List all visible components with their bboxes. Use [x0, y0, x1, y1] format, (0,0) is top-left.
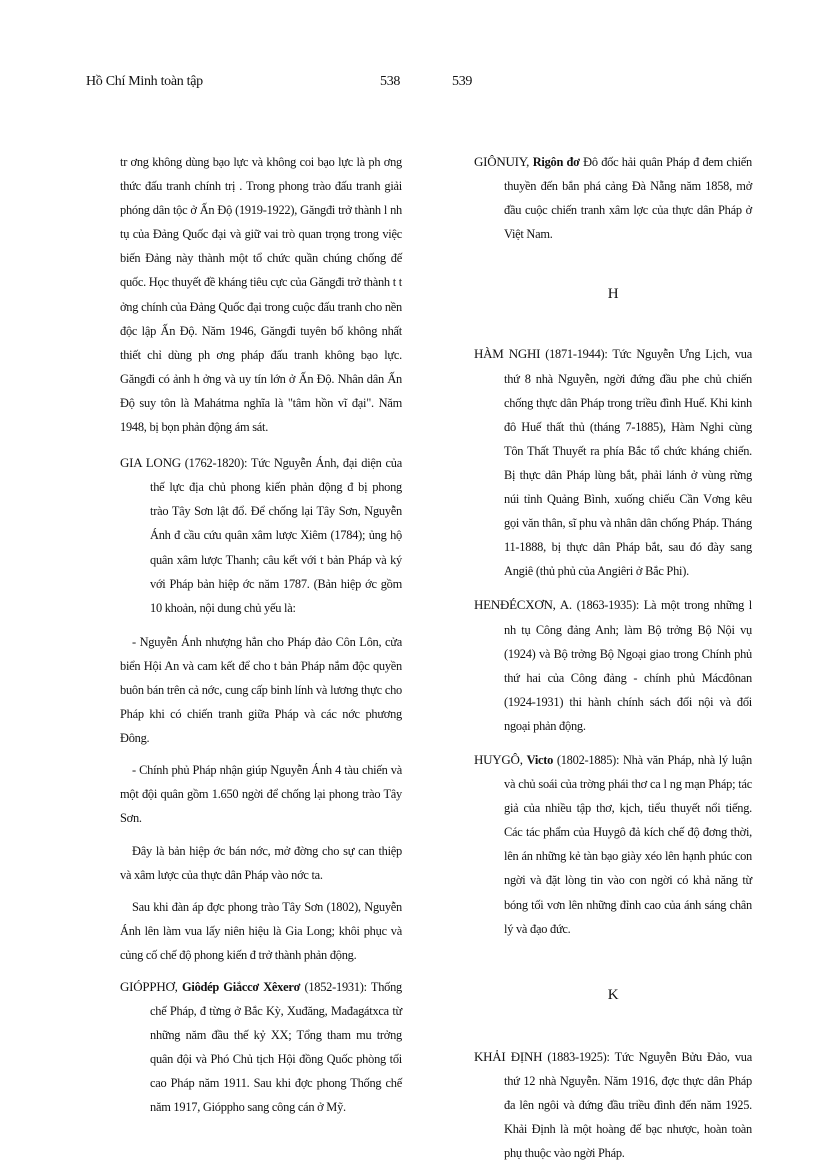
entry-name: HENĐÉCXƠN, A. [474, 597, 572, 613]
entry-name: GIÓPPHƠ, [120, 979, 182, 994]
gandhi-continuation-paragraph: tr ơng không dùng bạo lực và không coi bạo lực là ph ơng thức đấu tranh chính trị . Trong phong trào đấu tranh giải phóng dân tộc ở Ấn Độ (1919-1922), Găngđi trở thành l nh tụ của Đảng Quốc đại và giữ vai trò quan trọng trong việc biến Đảng này thành một tổ chức quần chúng chống đế quốc. Học thuyết đề kháng tiêu cực của Găngđi trở thành t t ởng chính của Đảng Quốc đại trong cuộc đấu tranh cho nền độc lập Ấn Độ. Năm 1946, Găngđi tuyên bố không nhất thiết chỉ dùng ph ơng pháp đấu tranh không bạo lực. Găngđi có ảnh h ởng và uy tín lớn ở Ấn Độ. Nhân dân Ấn Độ suy tôn là Mahátma nghĩa là "tâm hồn vĩ đại". Năm 1948, bị bọn phản động ám sát. [120, 155, 402, 435]
entry-name: HÀM NGHI [474, 346, 541, 362]
left-column [120, 150, 402, 1130]
entry-khai-dinh [474, 1045, 752, 1165]
section-letter-k: K [607, 986, 619, 1003]
entry-text: Đô đốc hải quân Pháp đ đem chiến thuyền đến bắn phá cảng Đà Nẵng năm 1858, mở đầu cuộc chiến tranh xâm lợc của thực dân Pháp ở Việt Nam. [504, 155, 752, 242]
entry-alt-name: Victo [526, 752, 554, 767]
running-title: Hồ Chí Minh toàn tập [86, 74, 203, 89]
entry-gioppho [120, 975, 402, 1120]
entry-gionuiy [474, 150, 752, 246]
entry-henderson [474, 593, 752, 738]
entry-gia-long [120, 451, 402, 620]
entry-text: (1863-1935): Là một trong những l nh tụ Công đảng Anh; làm Bộ trởng Bộ Nội vụ (1924) và Bộ trởng Bộ Ngoại giao trong Chính phủ thứ hai của Công đảng - chính phủ Mácđônan (1924-1931) thi hành chính sách đối nội và đối ngoại phản động. [504, 598, 752, 733]
gia-long-item-2: - Chính phủ Pháp nhận giúp Nguyễn Ánh 4 tàu chiến và một đội quân gồm 1.650 ngời để chống lại phong trào Tây Sơn. [120, 763, 402, 826]
entry-text: (1871-1944): Tức Nguyễn Ưng Lịch, vua thứ 8 nhà Nguyễn, ngời đứng đầu phe chủ chiến chống thực dân Pháp trong triều đình Huế. Khi kinh đô Huế thất thủ (tháng 7-1885), Hàm Nghi cùng Tôn Thất Thuyết ra phía Bắc tổ chức kháng chiến. Bị thực dân Pháp lùng bắt, phải lánh ở vùng rừng núi tỉnh Quảng Bình, xuống chiếu Cần Vơng kêu gọi văn thân, sĩ phu và nhân dân chống Pháp. Tháng 11-1888, bị thực dân Pháp bắt, sau đó đày sang Angiê (thủ phủ của Angiêri ở Bắc Phi). [504, 347, 752, 579]
entry-alt-name: Giôdép Giắccơ Xêxerơ [182, 980, 301, 994]
section-letter-h: H [607, 286, 619, 303]
entry-name: GIA LONG [120, 455, 181, 471]
entry-hugo [474, 748, 752, 941]
entry-ham-nghi [474, 342, 752, 583]
entry-name: KHẢI ĐỊNH [474, 1048, 543, 1064]
entry-name: HUYGÔ, [474, 751, 527, 767]
gia-long-item-1: - Nguyễn Ánh nhượng hẳn cho Pháp đảo Côn Lôn, cửa biển Hội An và cam kết để cho t bản Pháp nắm độc quyền buôn bán trên cả nớc, cung cấp binh lính và lương thực cho Pháp khi có chiến tranh giữa Pháp và các nớc phương Đông. [120, 634, 402, 746]
page-number-left: 538 [380, 74, 401, 89]
entry-text: (1762-1820): Tức Nguyễn Ánh, đại diện của thế lực địa chủ phong kiến phản động đ bị phong trào Tây Sơn lật đổ. Để chống lại Tây Sơn, Nguyễn Ánh đ cầu cứu quân xâm lược Xiêm (1784); ủng hộ quân xâm lược Thanh; câu kết với t bản Pháp và ký với Pháp bản hiệp ớc năm 1787. (Bản hiệp ớc gồm 10 khoản, nội dung chủ yếu là: [150, 456, 402, 615]
page-number-right: 539 [452, 74, 473, 89]
entry-text: (1802-1885): Nhà văn Pháp, nhà lý luận và chủ soái của trờng phái thơ ca l ng mạn Pháp; tác giả của nhiều tập thơ, kịch, tiểu thuyết nổi tiếng. Các tác phẩm của Huygô đả kích chế độ đơng thời, lên án những kẻ tàn bạo giày xéo lên hạnh phúc con ngời và đặt lòng tin vào con ngời có khả năng từ bóng tối vơn lên những đỉnh cao của ánh sáng chân lý và đạo đức. [504, 752, 752, 936]
entry-name: GIÔNUIY, [474, 154, 533, 169]
right-column [474, 150, 752, 1175]
entry-alt-name: Rigôn đơ [532, 155, 580, 169]
entry-text: (1883-1925): Tức Nguyễn Bửu Đảo, vua thứ 12 nhà Nguyễn. Năm 1916, đợc thực dân Pháp đa lên ngôi và đứng đầu triều đình đến năm 1925. Khải Định là một hoàng đế bạc nhược, hoàn toàn phụ thuộc vào ngời Pháp. [504, 1049, 752, 1161]
gia-long-item-4: Sau khi đàn áp đợc phong trào Tây Sơn (1802), Nguyễn Ánh lên làm vua lấy niên hiệu là Gia Long; khôi phục và củng cố chế độ phong kiến đ trở thành phản động. [120, 899, 402, 962]
entry-text: (1852-1931): Thống chế Pháp, đ từng ở Bắc Kỳ, Xuđăng, Mađagátxca từ những năm đầu thế kỷ XX; Tổng tham mu trởng quân đội và Phó Chủ tịch Hội đồng Quốc phòng tối cao Pháp năm 1911. Sau khi đợc phong Thống chế năm 1917, Gióppho sang công cán ở Mỹ. [150, 980, 402, 1115]
gia-long-item-3: Đây là bản hiệp ớc bán nớc, mở đờng cho sự can thiệp và xâm lược của thực dân Pháp vào nớc ta. [120, 843, 402, 882]
